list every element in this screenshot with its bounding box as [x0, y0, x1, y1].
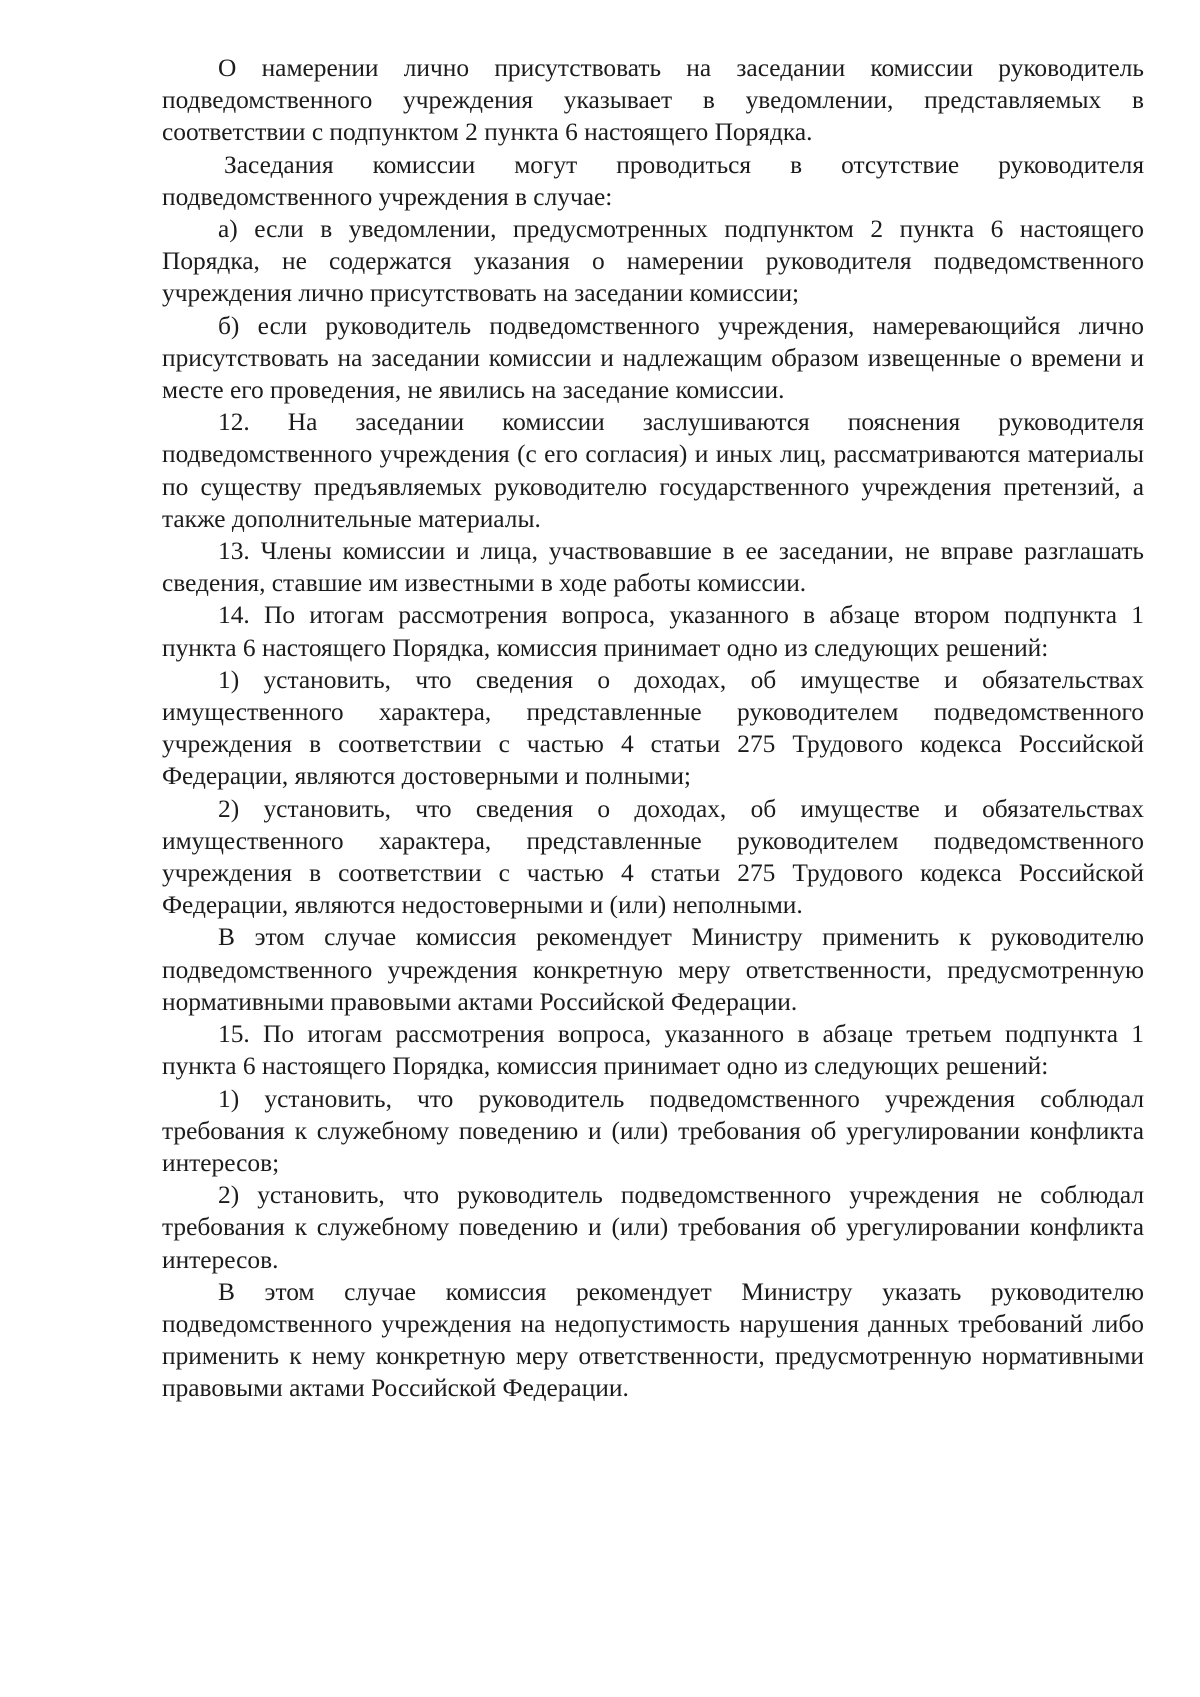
paragraph-item-15: 15. По итогам рассмотрения вопроса, указанного в абзаце третьем подпункта 1 пункта 6 настоящего Порядка, комиссия принимает одно из следующих решений: — [162, 1020, 1144, 1081]
paragraph-item-15-decision-2: 2) установить, что руководитель подведомственного учреждения не соблюдал требования к служебному поведению и (или) требования об урегулировании конфликта интересов. — [162, 1181, 1144, 1274]
paragraph-item-14: 14. По итогам рассмотрения вопроса, указанного в абзаце втором подпункта 1 пункта 6 настоящего Порядка, комиссия принимает одно из следующих решений: — [162, 601, 1144, 662]
paragraph-item-13: 13. Члены комиссии и лица, участвовавшие в ее заседании, не вправе разглашать сведения, ставшие им известными в ходе работы комиссии. — [162, 537, 1144, 598]
paragraph-absence-conditions: Заседания комиссии могут проводиться в отсутствие руководителя подведомственного учреждения в случае: — [162, 150, 1144, 211]
paragraph-item-14-decision-2: 2) установить, что сведения о доходах, об имуществе и обязательствах имущественного характера, представленные руководителем подведомственного учреждения в соответствии с частью 4 статьи 275 Трудового кодекса Российской Федерации, являются недостоверными и (или) неполными. — [162, 794, 1144, 920]
paragraph-condition-a: а) если в уведомлении, предусмотренных подпунктом 2 пункта 6 настоящего Порядка, не содержатся указания о намерении руководителя подведомственного учреждения лично присутствовать на заседании комиссии; — [162, 215, 1144, 308]
paragraph-item-12: 12. На заседании комиссии заслушиваются пояснения руководителя подведомственного учреждения (с его согласия) и иных лиц, рассматриваются материалы по существу предъявляемых руководителю государственного учреждения претензий, а также дополнительные материалы. — [162, 408, 1144, 533]
paragraph-condition-b: б) если руководитель подведомственного учреждения, намеревающийся лично присутствовать на заседании комиссии и надлежащим образом извещенные о времени и месте его проведения, не явились на заседание комиссии. — [162, 311, 1144, 405]
paragraph-attendance-notice: О намерении лично присутствовать на заседании комиссии руководитель подведомственного учреждения указывает в уведомлении, представляемых в соответствии с подпунктом 2 пункта 6 настоящего Порядка. — [162, 54, 1144, 147]
document-page — [162, 52, 1144, 1405]
paragraph-item-14-decision-1: 1) установить, что сведения о доходах, об имуществе и обязательствах имущественного характера, представленные руководителем подведомственного учреждения в соответствии с частью 4 статьи 275 Трудового кодекса Российской Федерации, являются достоверными и полными; — [162, 665, 1144, 791]
paragraph-item-14-recommendation: В этом случае комиссия рекомендует Министру применить к руководителю подведомственного учреждения конкретную меру ответственности, предусмотренную нормативными правовыми актами Российской Федерации. — [162, 923, 1144, 1016]
paragraph-item-15-recommendation: В этом случае комиссия рекомендует Министру указать руководителю подведомственного учреждения на недопустимость нарушения данных требований либо применить к нему конкретную меру ответственности, предусмотренную нормативными правовыми актами Российской Федерации. — [162, 1277, 1144, 1403]
paragraph-item-15-decision-1: 1) установить, что руководитель подведомственного учреждения соблюдал требования к служебному поведению и (или) требования об урегулировании конфликта интересов; — [162, 1084, 1144, 1177]
